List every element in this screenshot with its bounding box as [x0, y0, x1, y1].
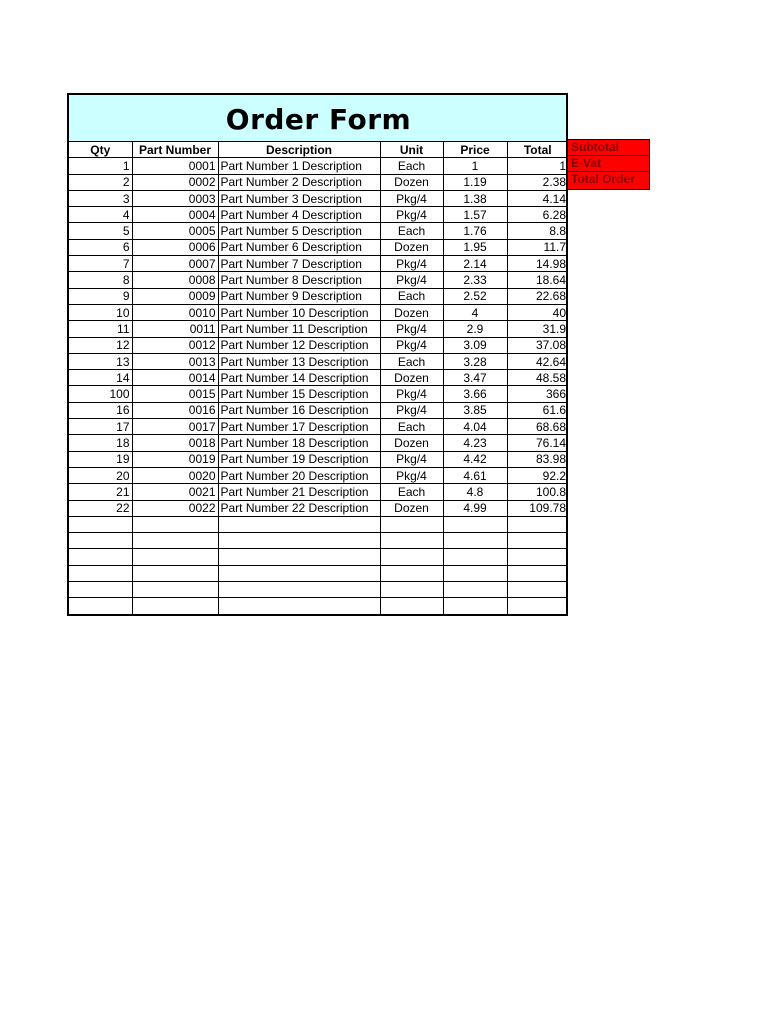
- part-number-cell[interactable]: 0014: [132, 370, 218, 386]
- qty-cell[interactable]: 11: [69, 321, 132, 337]
- part-number-cell[interactable]: 0001: [132, 158, 218, 174]
- empty-total-cell[interactable]: [507, 516, 568, 532]
- description-cell[interactable]: Part Number 17 Description: [218, 419, 380, 435]
- column-header-part-number: Part Number: [132, 142, 218, 158]
- qty-cell[interactable]: 17: [69, 419, 132, 435]
- unit-cell[interactable]: Pkg/4: [380, 451, 443, 467]
- table-row: [69, 419, 568, 435]
- evat-label: E-Vat: [568, 156, 649, 172]
- description-cell[interactable]: Part Number 11 Description: [218, 321, 380, 337]
- qty-cell[interactable]: 18: [69, 435, 132, 451]
- header-row: [69, 142, 568, 158]
- empty-qty-cell[interactable]: [69, 582, 132, 598]
- empty-row: [69, 582, 568, 598]
- column-header-price: Price: [443, 142, 507, 158]
- price-cell[interactable]: 3.28: [443, 353, 507, 369]
- table-row: [69, 158, 568, 174]
- qty-cell[interactable]: 16: [69, 402, 132, 418]
- total-cell[interactable]: 8.8: [507, 223, 568, 239]
- table-row: [69, 207, 568, 223]
- table-row: [69, 370, 568, 386]
- empty-part-number-cell[interactable]: [132, 582, 218, 598]
- qty-cell[interactable]: 21: [69, 484, 132, 500]
- table-row: [69, 337, 568, 353]
- column-header-description: Description: [218, 142, 380, 158]
- price-cell[interactable]: 4.42: [443, 451, 507, 467]
- qty-cell[interactable]: 19: [69, 451, 132, 467]
- total-cell[interactable]: 100.8: [507, 484, 568, 500]
- description-cell[interactable]: Part Number 2 Description: [218, 174, 380, 190]
- price-cell[interactable]: 2.9: [443, 321, 507, 337]
- part-number-cell[interactable]: 0013: [132, 353, 218, 369]
- empty-part-number-cell[interactable]: [132, 565, 218, 581]
- total-cell[interactable]: 2.38: [507, 174, 568, 190]
- description-cell[interactable]: Part Number 6 Description: [218, 239, 380, 255]
- price-cell[interactable]: 1.95: [443, 239, 507, 255]
- part-number-cell[interactable]: 0020: [132, 467, 218, 483]
- price-cell[interactable]: 4.8: [443, 484, 507, 500]
- unit-cell[interactable]: Dozen: [380, 174, 443, 190]
- part-number-cell[interactable]: 0004: [132, 207, 218, 223]
- subtotal-label: Subtotal: [568, 140, 649, 156]
- description-cell[interactable]: Part Number 5 Description: [218, 223, 380, 239]
- table-row: [69, 435, 568, 451]
- total-cell[interactable]: 18.64: [507, 272, 568, 288]
- description-cell[interactable]: Part Number 13 Description: [218, 353, 380, 369]
- unit-cell[interactable]: Pkg/4: [380, 207, 443, 223]
- description-cell[interactable]: Part Number 19 Description: [218, 451, 380, 467]
- qty-cell[interactable]: 12: [69, 337, 132, 353]
- empty-qty-cell[interactable]: [69, 598, 132, 614]
- empty-row: [69, 533, 568, 549]
- empty-total-cell[interactable]: [507, 565, 568, 581]
- qty-cell[interactable]: 10: [69, 304, 132, 320]
- empty-price-cell[interactable]: [443, 598, 507, 614]
- total-cell[interactable]: 37.08: [507, 337, 568, 353]
- unit-cell[interactable]: Pkg/4: [380, 256, 443, 272]
- unit-cell[interactable]: Each: [380, 223, 443, 239]
- table-row: [69, 288, 568, 304]
- unit-cell[interactable]: Dozen: [380, 239, 443, 255]
- part-number-cell[interactable]: 0007: [132, 256, 218, 272]
- empty-description-cell[interactable]: [218, 565, 380, 581]
- table-row: [69, 484, 568, 500]
- description-cell[interactable]: Part Number 14 Description: [218, 370, 380, 386]
- price-cell[interactable]: 1.76: [443, 223, 507, 239]
- part-number-cell[interactable]: 0012: [132, 337, 218, 353]
- description-cell[interactable]: Part Number 21 Description: [218, 484, 380, 500]
- qty-cell[interactable]: 22: [69, 500, 132, 516]
- total-cell[interactable]: 14.98: [507, 256, 568, 272]
- empty-description-cell[interactable]: [218, 598, 380, 614]
- part-number-cell[interactable]: 0010: [132, 304, 218, 320]
- unit-cell[interactable]: Each: [380, 158, 443, 174]
- qty-cell[interactable]: 2: [69, 174, 132, 190]
- price-cell[interactable]: 4.99: [443, 500, 507, 516]
- price-cell[interactable]: 1.38: [443, 190, 507, 206]
- column-header-total: Total: [507, 142, 568, 158]
- description-cell[interactable]: Part Number 16 Description: [218, 402, 380, 418]
- price-cell[interactable]: 1.57: [443, 207, 507, 223]
- part-number-cell[interactable]: 0008: [132, 272, 218, 288]
- total-cell[interactable]: 366: [507, 386, 568, 402]
- column-header-unit: Unit: [380, 142, 443, 158]
- summary-box: [568, 139, 650, 190]
- table-row: [69, 174, 568, 190]
- total-cell[interactable]: 83.98: [507, 451, 568, 467]
- unit-cell[interactable]: Dozen: [380, 304, 443, 320]
- empty-description-cell[interactable]: [218, 582, 380, 598]
- empty-description-cell[interactable]: [218, 533, 380, 549]
- unit-cell[interactable]: Dozen: [380, 370, 443, 386]
- empty-unit-cell[interactable]: [380, 516, 443, 532]
- qty-cell[interactable]: 13: [69, 353, 132, 369]
- description-cell[interactable]: Part Number 20 Description: [218, 467, 380, 483]
- qty-cell[interactable]: 100: [69, 386, 132, 402]
- qty-cell[interactable]: 14: [69, 370, 132, 386]
- description-cell[interactable]: Part Number 1 Description: [218, 158, 380, 174]
- price-cell[interactable]: 3.47: [443, 370, 507, 386]
- empty-unit-cell[interactable]: [380, 565, 443, 581]
- table-row: [69, 402, 568, 418]
- unit-cell[interactable]: Dozen: [380, 435, 443, 451]
- empty-row: [69, 598, 568, 614]
- empty-part-number-cell[interactable]: [132, 549, 218, 565]
- part-number-cell[interactable]: 0003: [132, 190, 218, 206]
- qty-cell[interactable]: 20: [69, 467, 132, 483]
- empty-total-cell[interactable]: [507, 582, 568, 598]
- table-row: [69, 223, 568, 239]
- qty-cell[interactable]: 6: [69, 239, 132, 255]
- empty-price-cell[interactable]: [443, 565, 507, 581]
- qty-cell[interactable]: 8: [69, 272, 132, 288]
- empty-row: [69, 549, 568, 565]
- empty-total-cell[interactable]: [507, 598, 568, 614]
- empty-price-cell[interactable]: [443, 533, 507, 549]
- empty-qty-cell[interactable]: [69, 533, 132, 549]
- price-cell[interactable]: 2.52: [443, 288, 507, 304]
- table-row: [69, 500, 568, 516]
- price-cell[interactable]: 3.09: [443, 337, 507, 353]
- description-cell[interactable]: Part Number 4 Description: [218, 207, 380, 223]
- title-band: [69, 95, 566, 142]
- part-number-cell[interactable]: 0017: [132, 419, 218, 435]
- empty-part-number-cell[interactable]: [132, 533, 218, 549]
- price-cell[interactable]: 1.19: [443, 174, 507, 190]
- part-number-cell[interactable]: 0002: [132, 174, 218, 190]
- total-order-label: Total Order: [571, 172, 635, 186]
- empty-price-cell[interactable]: [443, 582, 507, 598]
- empty-part-number-cell[interactable]: [132, 598, 218, 614]
- empty-row: [69, 565, 568, 581]
- unit-cell[interactable]: Dozen: [380, 500, 443, 516]
- description-cell[interactable]: Part Number 22 Description: [218, 500, 380, 516]
- empty-total-cell[interactable]: [507, 549, 568, 565]
- part-number-cell[interactable]: 0011: [132, 321, 218, 337]
- price-cell[interactable]: 4.61: [443, 467, 507, 483]
- part-number-cell[interactable]: 0022: [132, 500, 218, 516]
- description-cell[interactable]: Part Number 12 Description: [218, 337, 380, 353]
- price-cell[interactable]: 3.85: [443, 402, 507, 418]
- empty-price-cell[interactable]: [443, 516, 507, 532]
- total-cell[interactable]: 1: [507, 158, 568, 174]
- description-cell[interactable]: Part Number 7 Description: [218, 256, 380, 272]
- column-header-qty: Qty: [69, 142, 132, 158]
- qty-cell[interactable]: 9: [69, 288, 132, 304]
- total-cell[interactable]: 92.2: [507, 467, 568, 483]
- part-number-cell[interactable]: 0019: [132, 451, 218, 467]
- price-cell[interactable]: 4.23: [443, 435, 507, 451]
- unit-cell[interactable]: Pkg/4: [380, 272, 443, 288]
- empty-qty-cell[interactable]: [69, 516, 132, 532]
- empty-qty-cell[interactable]: [69, 549, 132, 565]
- description-cell[interactable]: Part Number 15 Description: [218, 386, 380, 402]
- table-row: [69, 190, 568, 206]
- empty-price-cell[interactable]: [443, 549, 507, 565]
- unit-cell[interactable]: Pkg/4: [380, 190, 443, 206]
- total-cell[interactable]: 109.78: [507, 500, 568, 516]
- price-cell[interactable]: 2.14: [443, 256, 507, 272]
- qty-cell[interactable]: 7: [69, 256, 132, 272]
- part-number-cell[interactable]: 0015: [132, 386, 218, 402]
- table-row: [69, 451, 568, 467]
- qty-cell[interactable]: 5: [69, 223, 132, 239]
- description-cell[interactable]: Part Number 18 Description: [218, 435, 380, 451]
- unit-cell[interactable]: Each: [380, 484, 443, 500]
- total-cell[interactable]: 6.28: [507, 207, 568, 223]
- unit-cell[interactable]: Each: [380, 288, 443, 304]
- table-row: [69, 239, 568, 255]
- price-cell[interactable]: 1: [443, 158, 507, 174]
- total-cell[interactable]: 4.14: [507, 190, 568, 206]
- qty-cell[interactable]: 1: [69, 158, 132, 174]
- price-cell[interactable]: 4.04: [443, 419, 507, 435]
- total-cell[interactable]: 68.68: [507, 419, 568, 435]
- empty-qty-cell[interactable]: [69, 565, 132, 581]
- part-number-cell[interactable]: 0021: [132, 484, 218, 500]
- order-form: [67, 93, 568, 616]
- unit-cell[interactable]: Pkg/4: [380, 386, 443, 402]
- price-cell[interactable]: 3.66: [443, 386, 507, 402]
- part-number-cell[interactable]: 0006: [132, 239, 218, 255]
- description-cell[interactable]: Part Number 10 Description: [218, 304, 380, 320]
- price-cell[interactable]: 4: [443, 304, 507, 320]
- table-row: [69, 321, 568, 337]
- description-cell[interactable]: Part Number 8 Description: [218, 272, 380, 288]
- empty-unit-cell[interactable]: [380, 598, 443, 614]
- unit-cell[interactable]: Pkg/4: [380, 467, 443, 483]
- table-row: [69, 256, 568, 272]
- total-cell[interactable]: 22.68: [507, 288, 568, 304]
- total-cell[interactable]: 11.7: [507, 239, 568, 255]
- order-table: [69, 142, 568, 614]
- empty-row: [69, 516, 568, 532]
- table-row: [69, 467, 568, 483]
- unit-cell[interactable]: Pkg/4: [380, 402, 443, 418]
- total-cell[interactable]: 40: [507, 304, 568, 320]
- part-number-cell[interactable]: 0005: [132, 223, 218, 239]
- total-cell[interactable]: 48.58: [507, 370, 568, 386]
- unit-cell[interactable]: Pkg/4: [380, 337, 443, 353]
- total-cell[interactable]: 42.64: [507, 353, 568, 369]
- empty-unit-cell[interactable]: [380, 582, 443, 598]
- description-cell[interactable]: Part Number 9 Description: [218, 288, 380, 304]
- empty-description-cell[interactable]: [218, 549, 380, 565]
- unit-cell[interactable]: Pkg/4: [380, 321, 443, 337]
- table-row: [69, 353, 568, 369]
- empty-total-cell[interactable]: [507, 533, 568, 549]
- unit-cell[interactable]: Each: [380, 419, 443, 435]
- table-row: [69, 386, 568, 402]
- page-title: Order Form: [225, 102, 412, 136]
- qty-cell[interactable]: 3: [69, 190, 132, 206]
- part-number-cell[interactable]: 0009: [132, 288, 218, 304]
- empty-unit-cell[interactable]: [380, 549, 443, 565]
- order-table-body: [69, 158, 568, 614]
- part-number-cell[interactable]: 0016: [132, 402, 218, 418]
- unit-cell[interactable]: Each: [380, 353, 443, 369]
- table-row: [69, 272, 568, 288]
- part-number-cell[interactable]: 0018: [132, 435, 218, 451]
- total-cell[interactable]: 61.6: [507, 402, 568, 418]
- empty-description-cell[interactable]: [218, 516, 380, 532]
- empty-unit-cell[interactable]: [380, 533, 443, 549]
- qty-cell[interactable]: 4: [69, 207, 132, 223]
- total-cell[interactable]: 76.14: [507, 435, 568, 451]
- description-cell[interactable]: Part Number 3 Description: [218, 190, 380, 206]
- table-row: [69, 304, 568, 320]
- price-cell[interactable]: 2.33: [443, 272, 507, 288]
- total-cell[interactable]: 31.9: [507, 321, 568, 337]
- empty-part-number-cell[interactable]: [132, 516, 218, 532]
